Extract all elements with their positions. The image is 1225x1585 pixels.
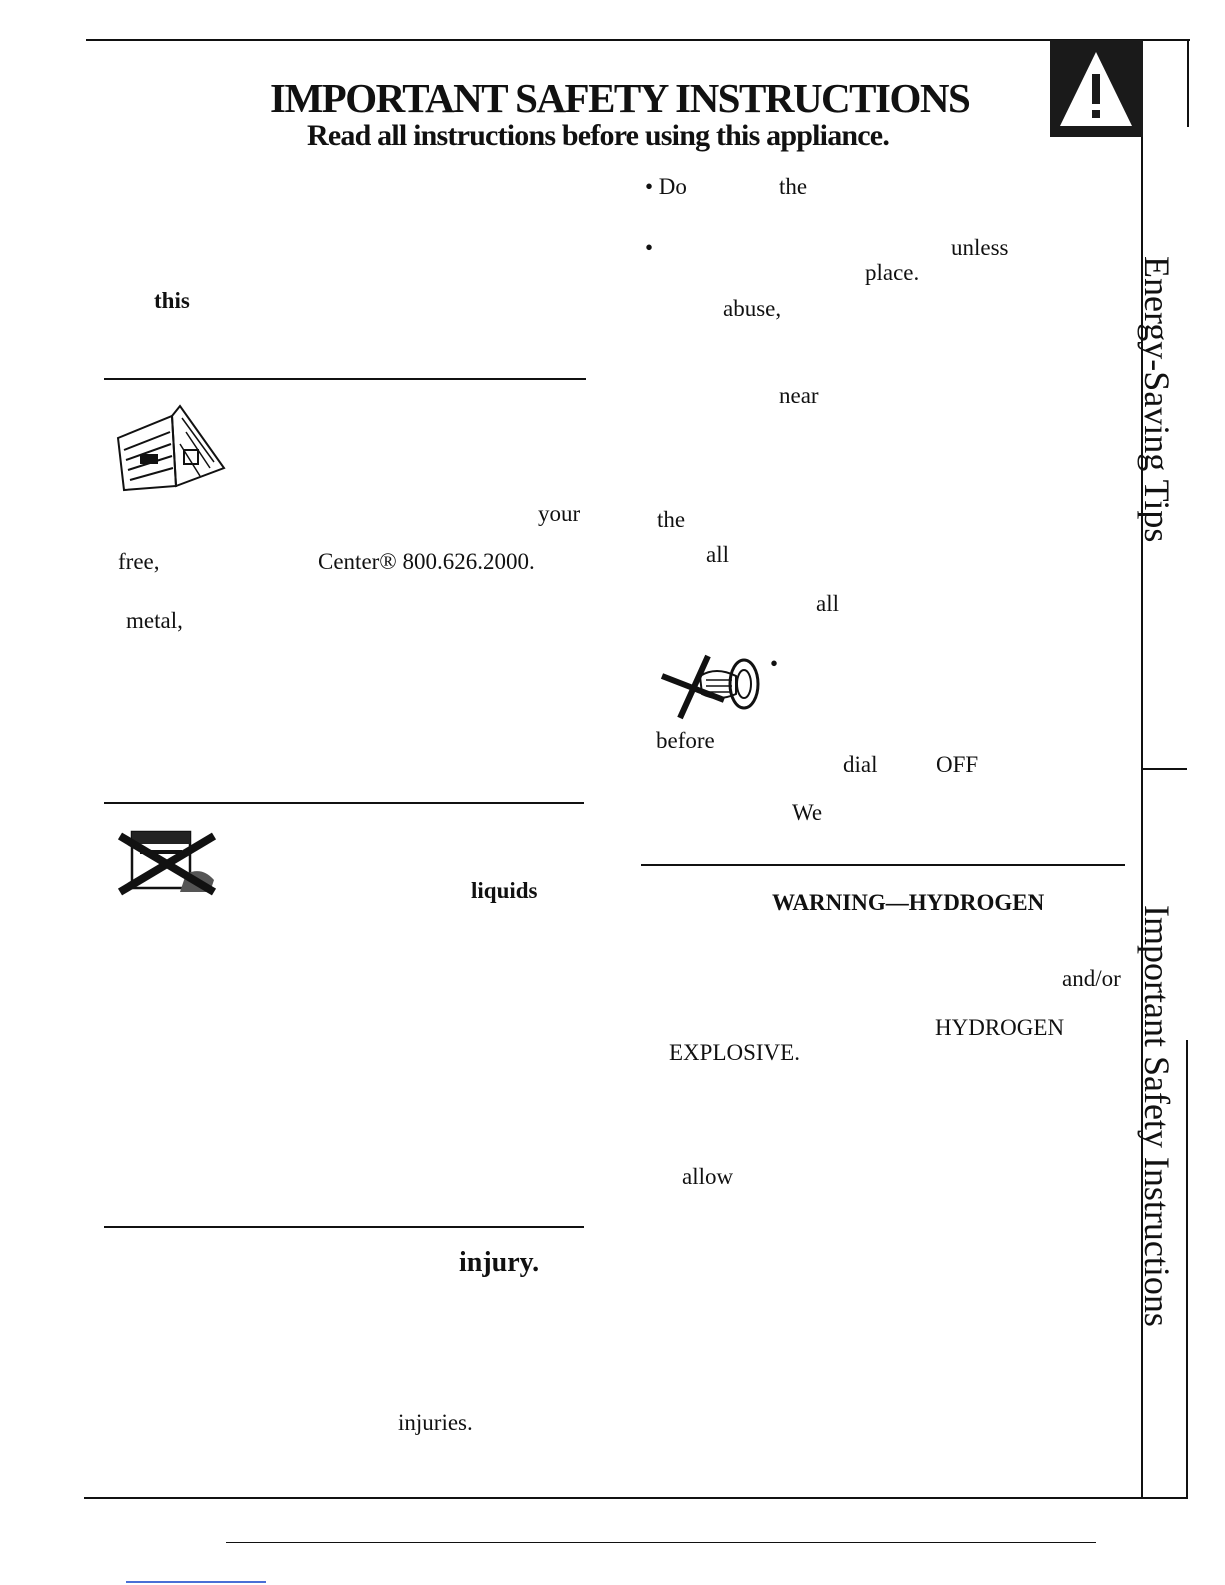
left-divider-3 [104, 1226, 584, 1228]
right-fragment-and-or: and/or [1062, 966, 1121, 991]
right-fragment-we: We [792, 800, 823, 825]
crossed-out-hand-on-dial-icon [652, 654, 764, 724]
left-fragment-your: your [538, 501, 581, 526]
bottom-rule [84, 1497, 1188, 1499]
warning-box [1050, 40, 1143, 137]
footer-link-underline [126, 1581, 266, 1583]
right-fragment-the-1: the [779, 174, 808, 199]
right-fragment-off: OFF [936, 752, 979, 777]
right-fragment-place: place. [865, 260, 920, 285]
crossed-out-dishwasher-icon [110, 826, 222, 898]
page-title: IMPORTANT SAFETY INSTRUCTIONS [270, 75, 970, 121]
right-fragment-all-2: all [816, 591, 839, 616]
left-fragment-this: this [154, 288, 190, 313]
right-fragment-the-2: the [657, 507, 686, 532]
left-divider-1 [104, 378, 586, 380]
left-fragment-phone: Center® 800.626.2000. [318, 549, 535, 574]
top-rule [86, 39, 1190, 41]
left-fragment-metal: metal, [126, 608, 183, 633]
left-fragment-free: free, [118, 549, 160, 574]
right-fragment-explosive: EXPLOSIVE. [669, 1040, 800, 1065]
left-fragment-liquids: liquids [471, 878, 538, 903]
right-fragment-before: before [656, 728, 715, 753]
right-fragment-dial: dial [843, 752, 878, 777]
footer-rule [226, 1542, 1096, 1543]
right-fragment-do: • Do [645, 174, 687, 199]
right-fragment-allow: allow [682, 1164, 734, 1189]
right-fragment-unless: unless [951, 235, 1009, 260]
right-frame-line-lower [1186, 1040, 1188, 1497]
manual-book-icon [114, 402, 230, 494]
right-fragment-hydrogen: HYDROGEN [935, 1015, 1065, 1040]
page-subtitle: Read all instructions before using this appliance. [307, 119, 890, 152]
right-frame-line [1187, 40, 1189, 127]
right-fragment-bullet-2: • [770, 651, 779, 676]
right-divider [641, 864, 1125, 866]
left-fragment-injury: injury. [459, 1247, 540, 1278]
right-fragment-near: near [779, 383, 819, 408]
tab-separator [1141, 768, 1187, 770]
right-fragment-abuse: abuse, [723, 296, 782, 321]
right-fragment-bullet-1: • [645, 235, 654, 260]
side-tab-important-safety-instructions: Important Safety Instructions [1137, 905, 1177, 1327]
side-tab-energy-saving-tips: Energy-Saving Tips [1137, 256, 1177, 543]
right-fragment-warning-hydrogen: WARNING—HYDROGEN [772, 890, 1045, 915]
left-divider-2 [104, 802, 584, 804]
right-fragment-all-1: all [706, 542, 729, 567]
left-fragment-injuries: injuries. [398, 1410, 473, 1435]
warning-triangle-icon [1050, 40, 1143, 137]
